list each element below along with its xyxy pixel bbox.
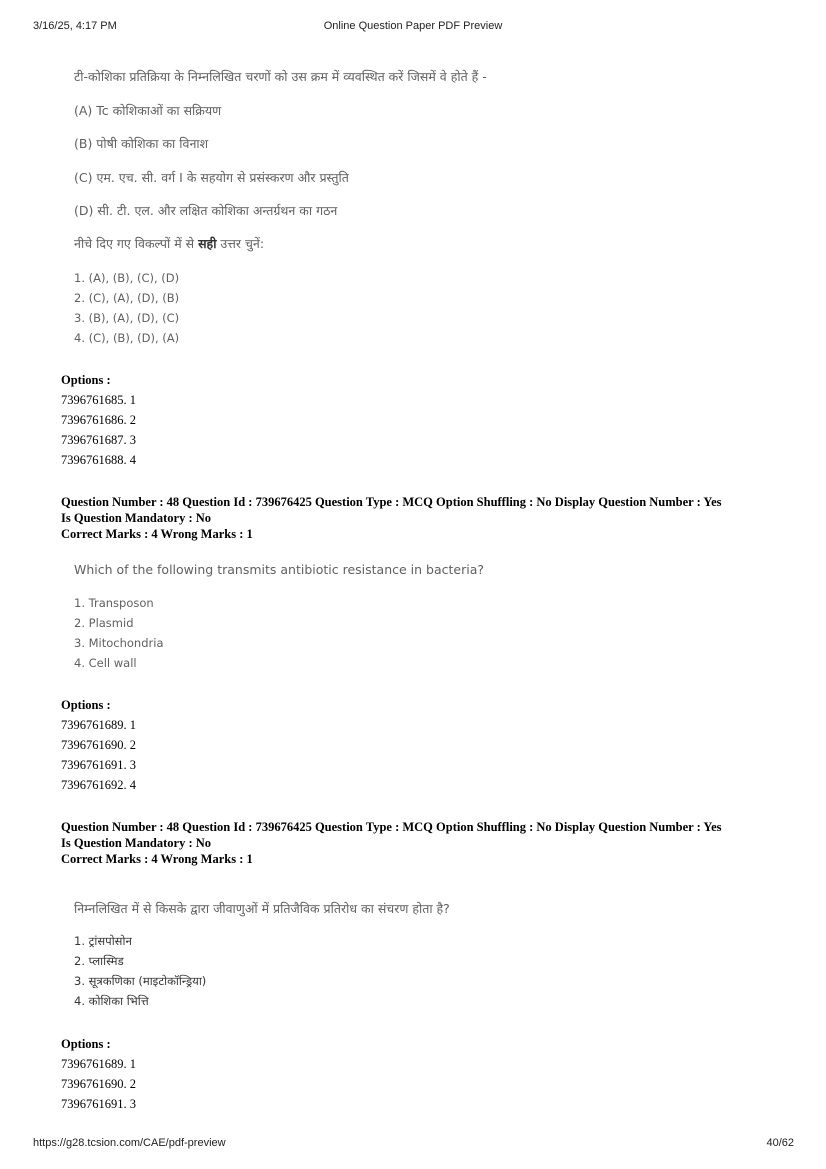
question-marks: Correct Marks : 4 Wrong Marks : 1 bbox=[61, 527, 253, 541]
page-header bbox=[0, 20, 826, 34]
option-id: 7396761689. 1 bbox=[61, 1057, 136, 1071]
option-id: 7396761692. 4 bbox=[61, 778, 136, 792]
answer-choice: 3. सूत्रकणिका (माइटोकॉन्ड्रिया) bbox=[74, 974, 207, 988]
option-id: 7396761685. 1 bbox=[61, 393, 136, 407]
option-id: 7396761689. 1 bbox=[61, 718, 136, 732]
options-block-hi bbox=[61, 1034, 136, 1114]
question-stem: Which of the following transmits antibiotic resistance in bacteria? bbox=[74, 562, 485, 577]
document-title: Online Question Paper PDF Preview bbox=[323, 20, 503, 32]
print-datetime: 3/16/25, 4:17 PM bbox=[33, 20, 117, 32]
options-label: Options : bbox=[61, 1037, 111, 1051]
question-item: (A) Tc कोशिकाओं का सक्रियण bbox=[74, 103, 222, 118]
option-id: 7396761690. 2 bbox=[61, 738, 136, 752]
options-label: Options : bbox=[61, 698, 111, 712]
page-number: 40/62 bbox=[766, 1137, 794, 1149]
question-meta-en bbox=[61, 494, 781, 542]
answer-choice: 3. (B), (A), (D), (C) bbox=[74, 311, 180, 325]
option-id: 7396761688. 4 bbox=[61, 453, 136, 467]
question-meta-hi bbox=[61, 819, 781, 867]
question-item: (B) पोषी कोशिका का विनाश bbox=[74, 136, 209, 151]
answer-choice: 1. ट्रांसपोसोन bbox=[74, 934, 132, 948]
page-url: https://g28.tcsion.com/CAE/pdf-preview bbox=[33, 1137, 226, 1149]
question-image-en bbox=[62, 556, 762, 676]
answer-choice: 2. (C), (A), (D), (B) bbox=[74, 291, 180, 305]
option-id: 7396761691. 3 bbox=[61, 758, 136, 772]
question-image-hi bbox=[62, 894, 762, 1019]
option-id: 7396761686. 2 bbox=[61, 413, 136, 427]
question-instruction: नीचे दिए गए विकल्पों में से सही उत्तर चुनें: bbox=[74, 236, 265, 251]
answer-choice: 2. प्लास्मिड bbox=[74, 954, 124, 968]
answer-choice: 1. (A), (B), (C), (D) bbox=[74, 271, 180, 285]
question-meta-line: Question Number : 48 Question Id : 739676425 Question Type : MCQ Option Shuffling : No Display Question Number : Yes bbox=[61, 495, 722, 509]
answer-choice: 4. (C), (B), (D), (A) bbox=[74, 331, 180, 345]
answer-choice: 2. Plasmid bbox=[74, 616, 134, 630]
question-mandatory: Is Question Mandatory : No bbox=[61, 836, 212, 850]
question-stem: निम्नलिखित में से किसके द्वारा जीवाणुओं में प्रतिजैविक प्रतिरोध का संचरण होता है? bbox=[74, 901, 450, 916]
answer-choice: 4. Cell wall bbox=[74, 656, 137, 670]
options-block-en bbox=[61, 695, 136, 795]
question-mandatory: Is Question Mandatory : No bbox=[61, 511, 212, 525]
option-id: 7396761687. 3 bbox=[61, 433, 136, 447]
answer-choice: 3. Mitochondria bbox=[74, 636, 164, 650]
question-image-prev bbox=[62, 62, 762, 352]
option-id: 7396761691. 3 bbox=[61, 1097, 136, 1111]
answer-choice: 1. Transposon bbox=[74, 596, 154, 610]
question-item: (C) एम. एच. सी. वर्ग I के सहयोग से प्रसंस्करण और प्रस्तुति bbox=[74, 170, 349, 185]
answer-choice: 4. कोशिका भित्ति bbox=[74, 994, 149, 1008]
options-block-prev bbox=[61, 370, 136, 470]
question-stem: टी-कोशिका प्रतिक्रिया के निम्नलिखित चरणों को उस क्रम में व्यवस्थित करें जिसमें वे होते हैं - bbox=[74, 69, 487, 84]
question-meta-line: Question Number : 48 Question Id : 739676425 Question Type : MCQ Option Shuffling : No Display Question Number : Yes bbox=[61, 820, 722, 834]
question-marks: Correct Marks : 4 Wrong Marks : 1 bbox=[61, 852, 253, 866]
question-item: (D) सी. टी. एल. और लक्षित कोशिका अन्तर्ग्रथन का गठन bbox=[74, 203, 338, 218]
options-label: Options : bbox=[61, 373, 111, 387]
page-footer bbox=[0, 1137, 826, 1151]
option-id: 7396761690. 2 bbox=[61, 1077, 136, 1091]
